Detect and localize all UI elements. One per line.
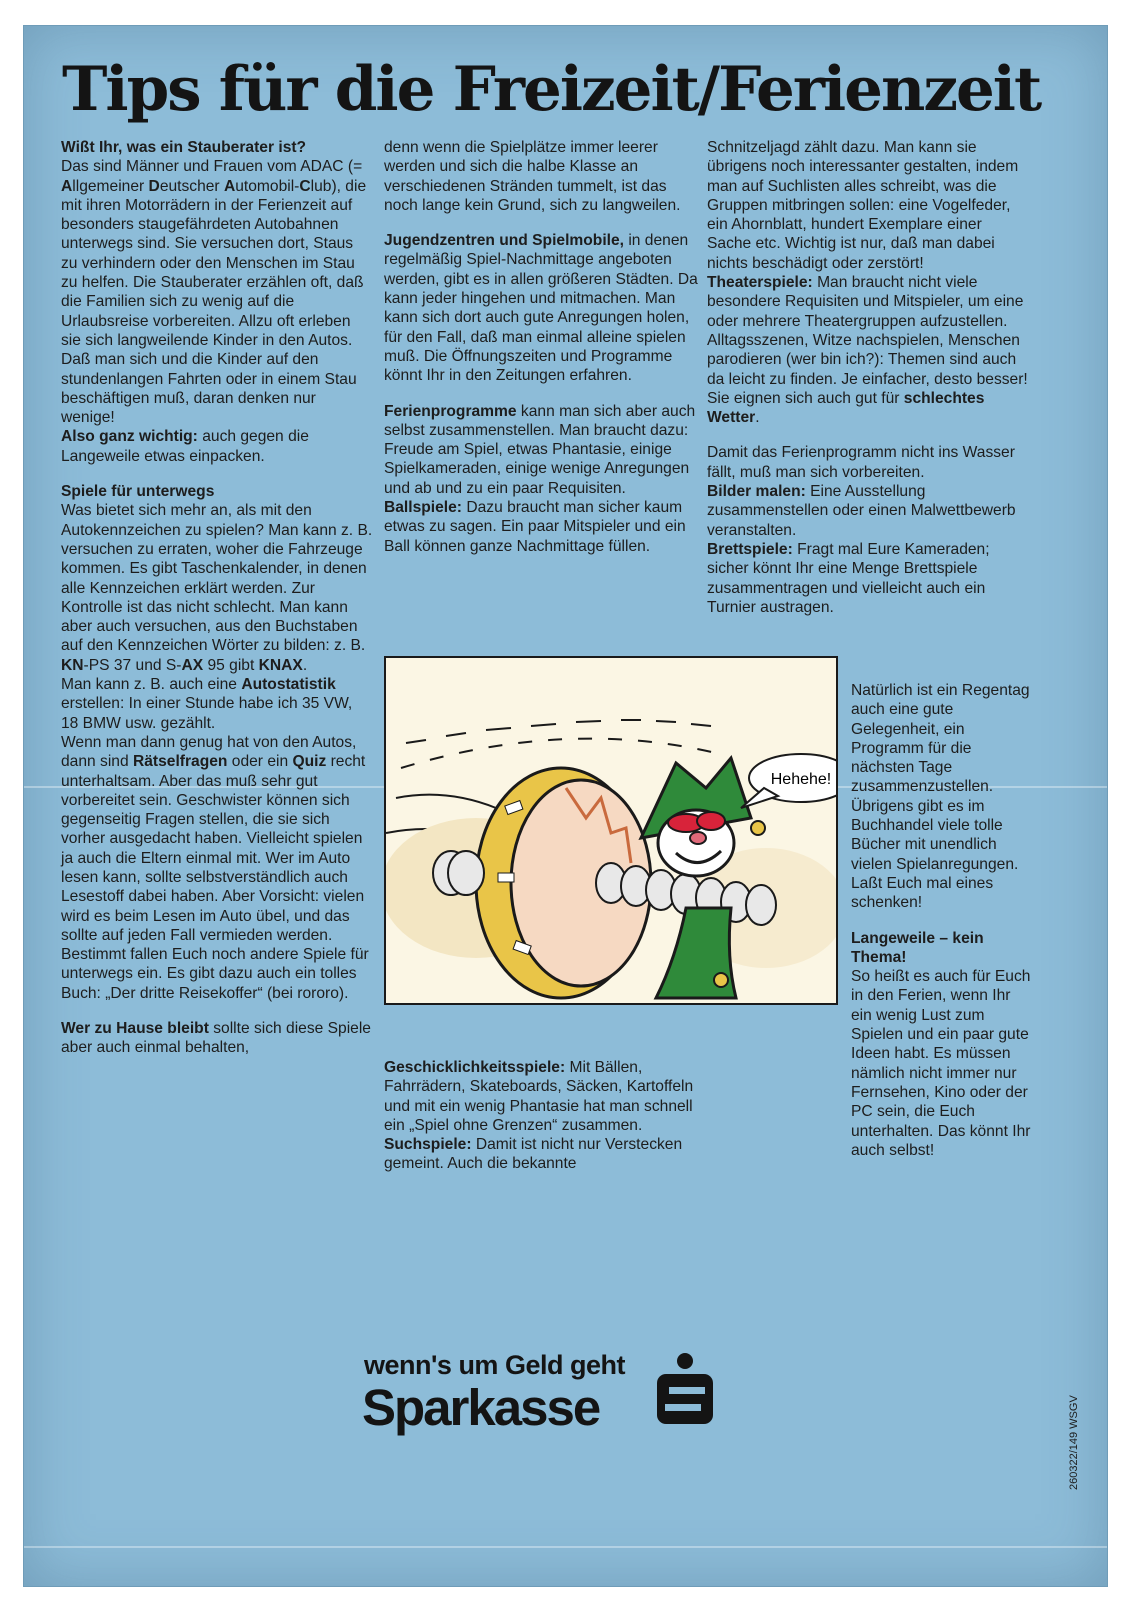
bold-letter: C <box>299 177 311 195</box>
paragraph <box>384 1135 704 1174</box>
body-text: eutscher <box>159 177 224 195</box>
paragraph <box>384 1058 704 1135</box>
paragraph: Damit das Ferienprogramm nicht ins Wasser fällt, muß man sich vorbereiten. <box>707 444 1015 481</box>
paragraph <box>61 1019 373 1058</box>
bold-word: Rätselfragen <box>132 753 228 771</box>
sidebar-text <box>851 681 1031 1160</box>
bold-letter: KN <box>61 656 84 674</box>
speech-bubble <box>741 754 836 808</box>
slogan: wenn's um Geld geht <box>364 1350 625 1380</box>
bold-lead: Geschicklichkeitsspiele: <box>384 1059 566 1076</box>
section-heading: Spiele für unterwegs <box>61 483 215 501</box>
jester-drum-drawing <box>386 658 836 1003</box>
bold-lead: Suchspiele: <box>384 1136 472 1154</box>
speech-text: Hehehe! <box>770 771 832 788</box>
bold-word: schlechtes Wetter <box>707 389 985 427</box>
bold-lead: Langeweile – kein Thema! <box>851 929 984 966</box>
paragraph: Schnitzeljagd zählt dazu. Man kann sie übrigens noch interessanter gestalten, indem man auf Suchlisten alles schreibt, was die Gruppen mitbringen sollen: eine Vogelfeder, ein Ahornblatt, hundert Exemplare einer Sache etc. Wichtig ist nur, daß man dabei nichts beschädigt oder zerstört! <box>707 139 1019 272</box>
bold-lead: Bilder malen: <box>707 483 806 501</box>
text-column-2 <box>384 138 704 556</box>
bold-lead: Ferienprogramme <box>384 402 517 420</box>
body-text: lub), die mit ihren Motorrädern in der Ferienzeit auf besonders staugefährdeten Autobahnen unterwegs sind. Sie versuchen dort, Staus zu verhindern oder den Menschen im Stau zu helfen. Die Stauberater erzählen oft, daß die Familien sich zu wenig auf die Urlaubsreise vorbereiten. Allzu oft erleben sie sich langweilende Kinder in den Autos. Daß man sich und die Kinder auf den stundenlangen Fahrten oder in einem Stau beschäftigen muß, daran denken nur wenige! <box>61 177 367 427</box>
body-text: -PS 37 und S- <box>83 656 182 674</box>
section-heading: Wißt Ihr, was ein Stauberater ist? <box>61 139 307 156</box>
body-text: . <box>755 409 760 427</box>
body-text: auch gegen die Langeweile etwas einpacken. <box>61 428 309 465</box>
body-text: Fragt mal Eure Kameraden; sicher könnt Ihr eine Menge Brettspiele zusammentragen und vielleicht auch ein Turnier austragen. <box>707 540 990 616</box>
paragraph <box>384 498 704 556</box>
text-column-3 <box>707 138 1029 617</box>
paper-crease <box>24 1546 1107 1548</box>
body-text: llgemeiner <box>72 177 149 195</box>
body-text: oder ein <box>227 753 293 771</box>
paragraph <box>384 402 704 498</box>
body-text: . <box>302 656 308 674</box>
body-text: Was bietet sich mehr an, als mit den Autokennzeichen zu spielen? Man kann z. B. versuchen zu erraten, woher die Fahrzeuge kommen. Es gibt Taschenkalender, in denen alle Kennzeichen erklärt werden. Zur Kontrolle ist das nicht schlecht. Man kann aber auch versuchen, aus den Buchstaben auf den Kennzeichen Wörter zu bilden: z. B. <box>61 502 373 655</box>
comic-illustration <box>384 656 838 1005</box>
bold-letter: A <box>223 177 236 195</box>
paragraph: So heißt es auch für Euch in den Ferien, wenn Ihr ein wenig Lust zum Spielen und ein paar gute Ideen habt. Es müssen nämlich nicht immer nur Fernsehen, Kino oder der PC sein, die Euch unterhalten. Das könnt Ihr auch selbst! <box>851 968 1031 1159</box>
paragraph: denn wenn die Spielplätze immer leerer werden und sich die halbe Klasse an verschiedenen Stränden tummelt, ist das noch lange kein Grund, sich zu langweilen. <box>384 139 681 214</box>
body-text: Das sind Männer und Frauen vom ADAC (= <box>61 158 363 176</box>
paragraph <box>61 675 373 733</box>
bold-lead: Jugendzentren und Spielmobile, <box>384 232 624 250</box>
bold-letter: AX <box>181 656 204 674</box>
page-title: Tips für die Freizeit/Ferienzeit <box>62 54 1041 125</box>
body-text: kann man sich aber auch selbst zusammenstellen. Man braucht dazu: Freude am Spiel, etwas Phantasie, einige Spielkameraden, einige wenige Anregungen und ab und zu ein paar Requisiten. <box>384 402 696 497</box>
bold-letter: D <box>148 177 160 195</box>
body-text: sollte sich diese Spiele aber auch einmal behalten, <box>61 1020 371 1057</box>
body-text: Man braucht nicht viele besondere Requisiten und Mitspieler, um eine oder mehrere Theatergruppen aufzustellen. Alltagsszenen, Witze nachspielen, Menschen parodieren (wer bin ich?): Themen sind auch da leicht zu finden. Je einfacher, desto besser! Sie eignen sich auch gut für <box>707 274 1028 407</box>
body-text: 95 gibt <box>203 656 259 674</box>
bold-word: Autostatistik <box>241 676 336 694</box>
paragraph <box>707 482 1029 540</box>
paragraph: Natürlich ist ein Regentag auch eine gute Gelegenheit, ein Programm für die nächsten Tage zusammenzustellen. Übrigens gibt es im Buchhandel viele tolle Bücher mit unendlich vielen Spielanregungen. Laßt Euch mal eines schenken! <box>851 682 1030 912</box>
bold-letter: A <box>61 177 73 195</box>
sparkasse-logo-icon <box>655 1352 715 1427</box>
bold-lead: Wer zu Hause bleibt <box>61 1020 209 1038</box>
paragraph <box>61 157 373 427</box>
body-text: Eine Ausstellung zusammenstellen oder einen Malwettbewerb veranstalten. <box>707 483 1016 539</box>
brand-name: Sparkasse <box>362 1379 600 1436</box>
bold-lead: Theaterspiele: <box>707 274 813 292</box>
bold-lead: Also ganz wichtig: <box>61 428 198 446</box>
body-text: Mit Bällen, Fahrrädern, Skateboards, Säcken, Kartoffeln und mit ein wenig Phantasie hat man schnell ein „Spiel ohne Grenzen“ zusammen. <box>384 1059 694 1134</box>
bold-lead: Ballspiele: <box>384 499 462 517</box>
text-column-2-lower <box>384 1058 704 1174</box>
body-text: erstellen: In einer Stunde habe ich 35 VW, 18 BMW usw. gezählt. <box>61 695 353 732</box>
paragraph <box>384 231 704 385</box>
paragraph <box>61 501 373 675</box>
body-text: Damit ist nicht nur Verstecken gemeint. Auch die bekannte <box>384 1136 683 1173</box>
print-code: 260322/149 WSGV <box>1068 1395 1080 1490</box>
paragraph <box>707 540 1029 617</box>
body-text: Dazu braucht man sicher kaum etwas zu sagen. Ein paar Mitspieler und ein Ball können ganze Nachmittage füllen. <box>384 499 686 555</box>
body-text: Wenn man dann genug hat von den Autos, dann sind <box>61 733 357 771</box>
bold-lead: Brettspiele: <box>707 540 793 558</box>
paragraph <box>707 273 1029 427</box>
body-text: utomobil- <box>235 177 300 195</box>
paragraph <box>851 929 1031 968</box>
paragraph <box>61 427 373 466</box>
body-text: Man kann z. B. auch eine <box>61 676 242 694</box>
paragraph <box>61 138 373 157</box>
body-text: recht unterhaltsam. Aber das muß sehr gut vorbereitet sein. Geschwister können sich gegenseitig Fragen stellen, die sie sich vorher ausgedacht haben. Vielleicht spielen ja auch die Eltern einmal mit. Wer im Auto lesen kann, sollte selbstverständlich auch Lesestoff dabei haben. Aber Vorsicht: vielen wird es beim Lesen im Auto übel, und das sollte auf jeden Fall vermieden werden. Bestimmt fallen Euch noch andere Spiele für unterwegs ein. Es gibt dazu auch ein tolles Buch: „Der dritte Reisekoffer“ (bei rororo). <box>61 753 369 1002</box>
bold-word: Quiz <box>292 753 327 771</box>
body-text: in denen regelmäßig Spiel-Nachmittage angeboten werden, gibt es in allen größeren Städten. Da kann jeder hingehen und mitmachen. Man kann sich dort auch gute Anregungen holen, für den Fall, daß man einmal alleine spielen muß. Die Öffnungszeiten und Programme könnt Ihr in den Zeitungen erfahren. <box>384 232 698 385</box>
paragraph <box>61 482 373 501</box>
bold-word: KNAX <box>258 656 303 674</box>
text-column-1 <box>61 138 373 1058</box>
paragraph <box>61 733 373 1003</box>
